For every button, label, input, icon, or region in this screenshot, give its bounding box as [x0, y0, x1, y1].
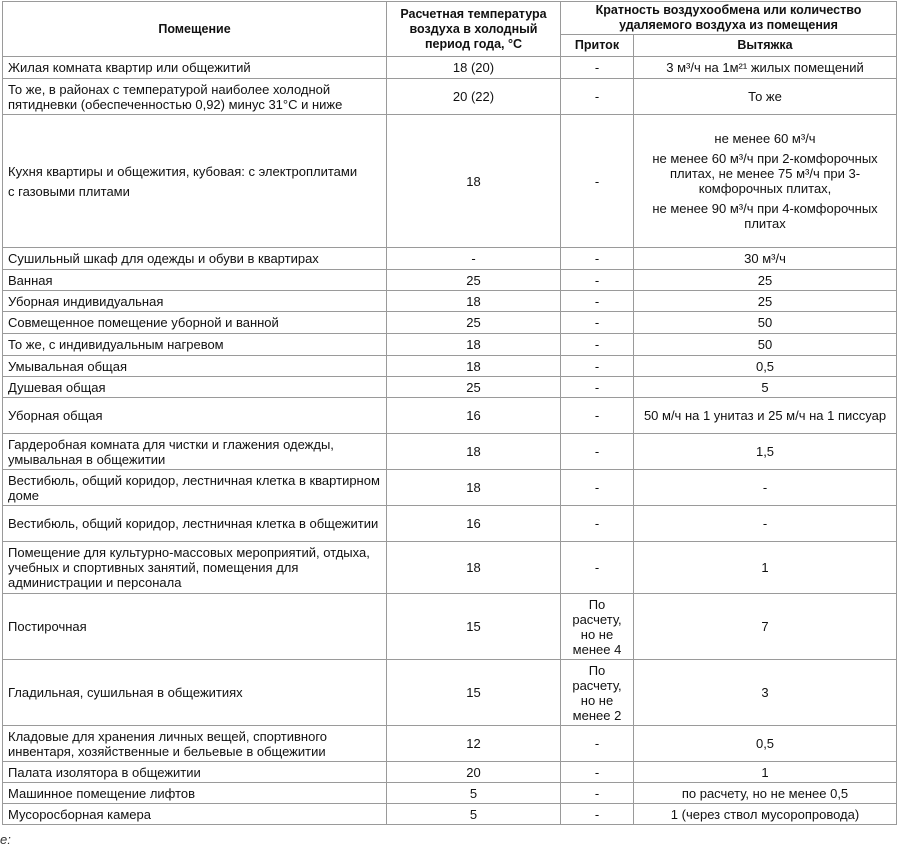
temperature-cell: 20: [387, 762, 561, 783]
temperature-cell: 20 (22): [387, 79, 561, 115]
room-cell: Сушильный шкаф для одежды и обуви в квартирах: [3, 248, 387, 270]
temperature-cell: 16: [387, 398, 561, 434]
inflow-cell: -: [561, 334, 634, 356]
outflow-cell-line: не менее 60 м³/ч: [714, 131, 816, 146]
room-cell-line: Кухня квартиры и общежития, кубовая: с электроплитами: [8, 163, 358, 179]
inflow-cell: -: [561, 377, 634, 398]
header-inflow: Приток: [561, 35, 634, 57]
temperature-cell: 18: [387, 542, 561, 594]
header-temperature: Расчетная температура воздуха в холодный период года, °C: [387, 2, 561, 57]
table-row: [3, 356, 897, 377]
outflow-cell: -: [634, 506, 897, 542]
table-row: [3, 434, 897, 470]
room-cell: [3, 115, 387, 248]
temperature-cell: 25: [387, 270, 561, 291]
outflow-cell: 3 м³/ч на 1м²¹ жилых помещений: [634, 57, 897, 79]
outflow-cell: 25: [634, 291, 897, 312]
temperature-cell: 5: [387, 783, 561, 804]
outflow-cell: по расчету, но не менее 0,5: [634, 783, 897, 804]
inflow-cell: -: [561, 356, 634, 377]
temperature-cell: -: [387, 248, 561, 270]
inflow-cell: -: [561, 79, 634, 115]
room-cell: Гладильная, сушильная в общежитиях: [3, 660, 387, 726]
temperature-cell: 25: [387, 377, 561, 398]
header-outflow: Вытяжка: [634, 35, 897, 57]
outflow-cell: 50: [634, 334, 897, 356]
table-row: [3, 270, 897, 291]
temperature-cell: 18: [387, 356, 561, 377]
outflow-cell: 1: [634, 542, 897, 594]
header-air-exchange: Кратность воздухообмена или количество удаляемого воздуха из помещения: [561, 2, 897, 35]
inflow-cell: -: [561, 804, 634, 825]
outflow-cell: 30 м³/ч: [634, 248, 897, 270]
table-row: [3, 57, 897, 79]
room-cell: Гардеробная комната для чистки и глажения одежды, умывальная в общежитии: [3, 434, 387, 470]
footnote: е:: [0, 832, 11, 847]
room-cell: Вестибюль, общий коридор, лестничная клетка в квартирном доме: [3, 470, 387, 506]
inflow-cell: -: [561, 762, 634, 783]
temperature-cell: 18: [387, 334, 561, 356]
table-row: [3, 542, 897, 594]
inflow-cell: -: [561, 291, 634, 312]
outflow-cell-line: не менее 60 м³/ч при 2-комфорочных плитах, не менее 75 м³/ч при 3-комфорочных плитах,: [652, 151, 878, 196]
room-cell: Совмещенное помещение уборной и ванной: [3, 312, 387, 334]
room-cell: Уборная индивидуальная: [3, 291, 387, 312]
outflow-cell: -: [634, 470, 897, 506]
table-row: [3, 334, 897, 356]
room-cell: Вестибюль, общий коридор, лестничная клетка в общежитии: [3, 506, 387, 542]
temperature-cell: 18 (20): [387, 57, 561, 79]
outflow-cell-line: не менее 90 м³/ч при 4-комфорочных плитах: [652, 201, 878, 231]
outflow-cell: 0,5: [634, 356, 897, 377]
table-row: [3, 115, 897, 248]
table-row: [3, 506, 897, 542]
outflow-cell: 50: [634, 312, 897, 334]
inflow-cell: По расчету, но не менее 4: [561, 594, 634, 660]
room-cell: То же, с индивидуальным нагревом: [3, 334, 387, 356]
temperature-cell: 18: [387, 291, 561, 312]
outflow-cell: 0,5: [634, 726, 897, 762]
table-row: [3, 377, 897, 398]
room-cell: Палата изолятора в общежитии: [3, 762, 387, 783]
temperature-cell: 15: [387, 594, 561, 660]
table-row: [3, 594, 897, 660]
header-room: Помещение: [3, 2, 387, 57]
inflow-cell: -: [561, 783, 634, 804]
table-row: [3, 726, 897, 762]
table-row: [3, 762, 897, 783]
inflow-cell: -: [561, 115, 634, 248]
room-cell: Умывальная общая: [3, 356, 387, 377]
room-cell: Постирочная: [3, 594, 387, 660]
outflow-cell: 1: [634, 762, 897, 783]
temperature-cell: 18: [387, 434, 561, 470]
outflow-cell: 1 (через ствол мусоропровода): [634, 804, 897, 825]
room-cell: То же, в районах с температурой наиболее холодной пятидневки (обеспеченностью 0,92) минус 31°С и ниже: [3, 79, 387, 115]
room-cell: Жилая комната квартир или общежитий: [3, 57, 387, 79]
outflow-cell: 25: [634, 270, 897, 291]
table-row: [3, 79, 897, 115]
outflow-cell: [634, 115, 897, 248]
room-cell: Ванная: [3, 270, 387, 291]
room-cell: Уборная общая: [3, 398, 387, 434]
table-row: [3, 783, 897, 804]
inflow-cell: По расчету, но не менее 2: [561, 660, 634, 726]
inflow-cell: -: [561, 398, 634, 434]
temperature-cell: 12: [387, 726, 561, 762]
temperature-cell: 18: [387, 115, 561, 248]
inflow-cell: -: [561, 57, 634, 79]
table-row: [3, 248, 897, 270]
outflow-cell: То же: [634, 79, 897, 115]
temperature-cell: 16: [387, 506, 561, 542]
inflow-cell: -: [561, 248, 634, 270]
room-cell: Мусоросборная камера: [3, 804, 387, 825]
inflow-cell: -: [561, 542, 634, 594]
table-row: [3, 312, 897, 334]
inflow-cell: -: [561, 270, 634, 291]
outflow-cell: 1,5: [634, 434, 897, 470]
inflow-cell: -: [561, 470, 634, 506]
outflow-cell: 3: [634, 660, 897, 726]
inflow-cell: -: [561, 312, 634, 334]
inflow-cell: -: [561, 434, 634, 470]
inflow-cell: -: [561, 726, 634, 762]
temperature-cell: 25: [387, 312, 561, 334]
ventilation-table: [2, 1, 897, 825]
room-cell: Помещение для культурно-массовых мероприятий, отдыха, учебных и спортивных занятий, помещения для администрации и персонала: [3, 542, 387, 594]
table-row: [3, 470, 897, 506]
temperature-cell: 15: [387, 660, 561, 726]
table-row: [3, 398, 897, 434]
room-cell-line: с газовыми плитами: [8, 183, 130, 199]
outflow-cell: 7: [634, 594, 897, 660]
table-row: [3, 804, 897, 825]
table-row: [3, 660, 897, 726]
room-cell: Душевая общая: [3, 377, 387, 398]
temperature-cell: 5: [387, 804, 561, 825]
room-cell: Кладовые для хранения личных вещей, спортивного инвентаря, хозяйственные и бельевые в общежитии: [3, 726, 387, 762]
temperature-cell: 18: [387, 470, 561, 506]
table-row: [3, 291, 897, 312]
outflow-cell: 50 м/ч на 1 унитаз и 25 м/ч на 1 писсуар: [634, 398, 897, 434]
outflow-cell: 5: [634, 377, 897, 398]
room-cell: Машинное помещение лифтов: [3, 783, 387, 804]
inflow-cell: -: [561, 506, 634, 542]
